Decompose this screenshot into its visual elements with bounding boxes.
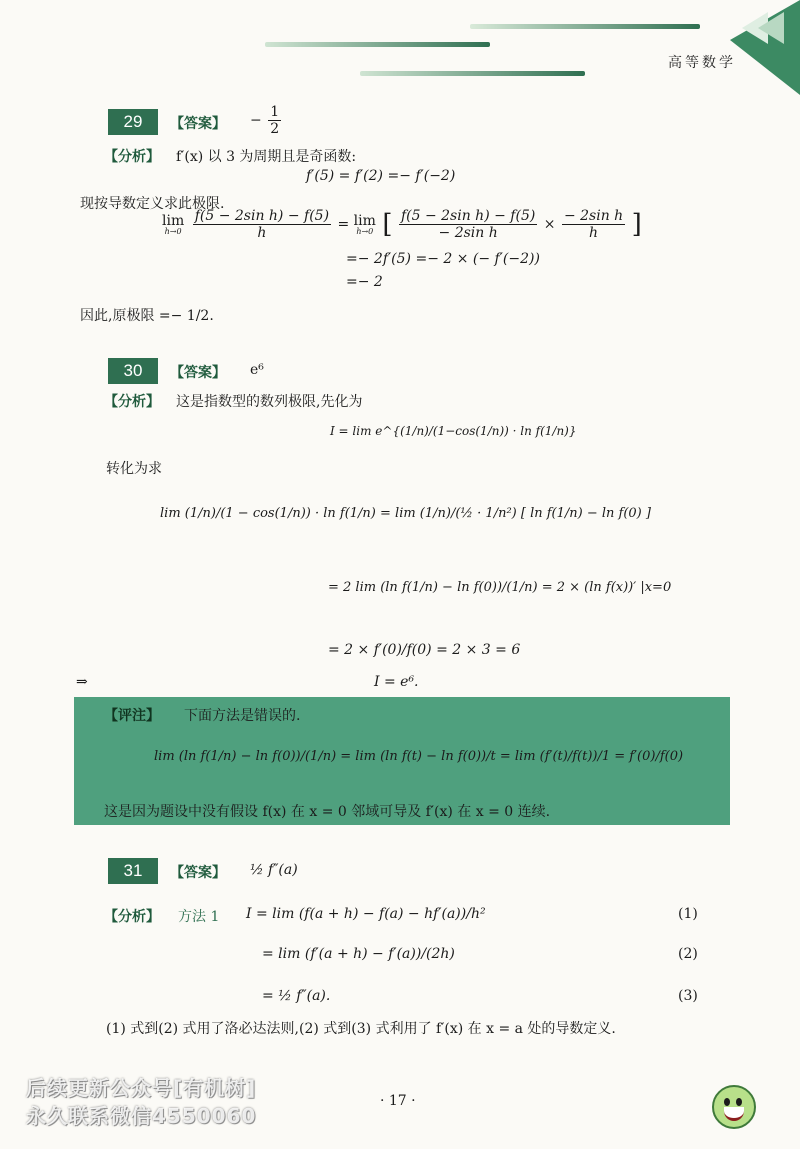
problem-number-30: 30 <box>108 358 158 384</box>
answer-label: 【答案】 <box>170 865 226 881</box>
analysis-label: 【分析】 <box>104 909 160 925</box>
text-30-transform: 转化为求 <box>106 461 162 477</box>
equation-number-3: (3) <box>678 988 698 1004</box>
comment-label: 【评注】 <box>104 708 160 724</box>
page-number: · 17 · <box>380 1093 416 1109</box>
smiley-icon <box>712 1085 756 1129</box>
equation-30-line3: = 2 × f′(0)/f(0) = 2 × 3 = 6 <box>328 642 521 658</box>
analysis-text-29: f′(x) 以 3 为周期且是奇函数: <box>176 149 357 165</box>
equation-31-line3: = ½ f″(a). <box>262 988 331 1004</box>
text-29-derivative-def: 现按导数定义求此极限. <box>80 196 225 212</box>
header-stripe <box>470 24 700 29</box>
watermark-line-1: 后续更新公众号[有机树] <box>26 1076 257 1100</box>
explanation-31: (1) 式到(2) 式用了洛必达法则,(2) 式到(3) 式利用了 f′(x) 在 x = a 处的导数定义. <box>106 1021 616 1037</box>
equation-31-line1: I = lim (f(a + h) − f(a) − hf′(a))/h² <box>246 906 486 922</box>
method-1-label: 方法 1 <box>178 909 220 925</box>
watermark-line-2: 永久联系微信4550060 <box>26 1104 257 1128</box>
equation-number-1: (1) <box>678 906 698 922</box>
header-stripe <box>360 71 585 76</box>
problem-number-29: 29 <box>108 109 158 135</box>
comment-reason: 这是因为题设中没有假设 f(x) 在 x = 0 邻域可导及 f′(x) 在 x = 0 连续. <box>104 804 551 820</box>
equation-29-line3: =− 2 <box>346 274 383 290</box>
equation-29-line1: lim h→0 $\frac{\text{f(5 − 2sin h) − f(5)}}{h}$ = lim h→0 [ $\frac{\text{f(5 − 2sin h) − f(5)}}{\text{− 2sin h}}$ × $\frac{\text{− 2sin h}}{h}$ ] <box>162 208 642 242</box>
header-title: 高等数学 <box>668 55 736 71</box>
analysis-text-30: 这是指数型的数列极限,先化为 <box>176 394 363 410</box>
analysis-label: 【分析】 <box>104 394 160 410</box>
header-corner-graphic <box>710 0 800 95</box>
problem-number-31: 31 <box>108 858 158 884</box>
equation-29-line2: =− 2f′(5) =− 2 × (− f′(−2)) <box>346 251 540 267</box>
result-30: I = e⁶. <box>374 674 419 690</box>
implies-arrow: ⇒ <box>76 674 88 690</box>
comment-title: 下面方法是错误的. <box>184 708 301 724</box>
header-stripe <box>265 42 490 47</box>
answer-30: e⁶ <box>250 362 264 378</box>
equation-30-line2: = 2 lim (ln f(1/n) − ln f(0))/(1/n) = 2 × (ln f(x))′ |x=0 <box>328 580 672 595</box>
answer-31: ½ f″(a) <box>250 862 298 878</box>
answer-29: − $\frac{1}{2}$ <box>250 104 280 138</box>
equation-31-line2: = lim (f′(a + h) − f′(a))/(2h) <box>262 946 455 962</box>
equation-30-I: I = lim e^{(1/n)/(1−cos(1/n)) · ln f(1/n)} <box>330 424 577 438</box>
equation-number-2: (2) <box>678 946 698 962</box>
comment-box <box>74 697 730 825</box>
analysis-label: 【分析】 <box>104 149 160 165</box>
conclusion-29: 因此,原极限 =− 1/2. <box>80 308 214 324</box>
equation-29-periodicity: f′(5) = f′(2) =− f′(−2) <box>306 168 456 184</box>
answer-label: 【答案】 <box>170 116 226 132</box>
answer-label: 【答案】 <box>170 365 226 381</box>
equation-30-line1: lim (1/n)/(1 − cos(1/n)) · ln f(1/n) = lim (1/n)/(½ · 1/n²) [ ln f(1/n) − ln f(0) ] <box>160 506 651 521</box>
comment-formula: lim (ln f(1/n) − ln f(0))/(1/n) = lim (ln f(t) − ln f(0))/t = lim (f′(t)/f(t))/1 = f′(0)/f(0) <box>154 749 684 764</box>
